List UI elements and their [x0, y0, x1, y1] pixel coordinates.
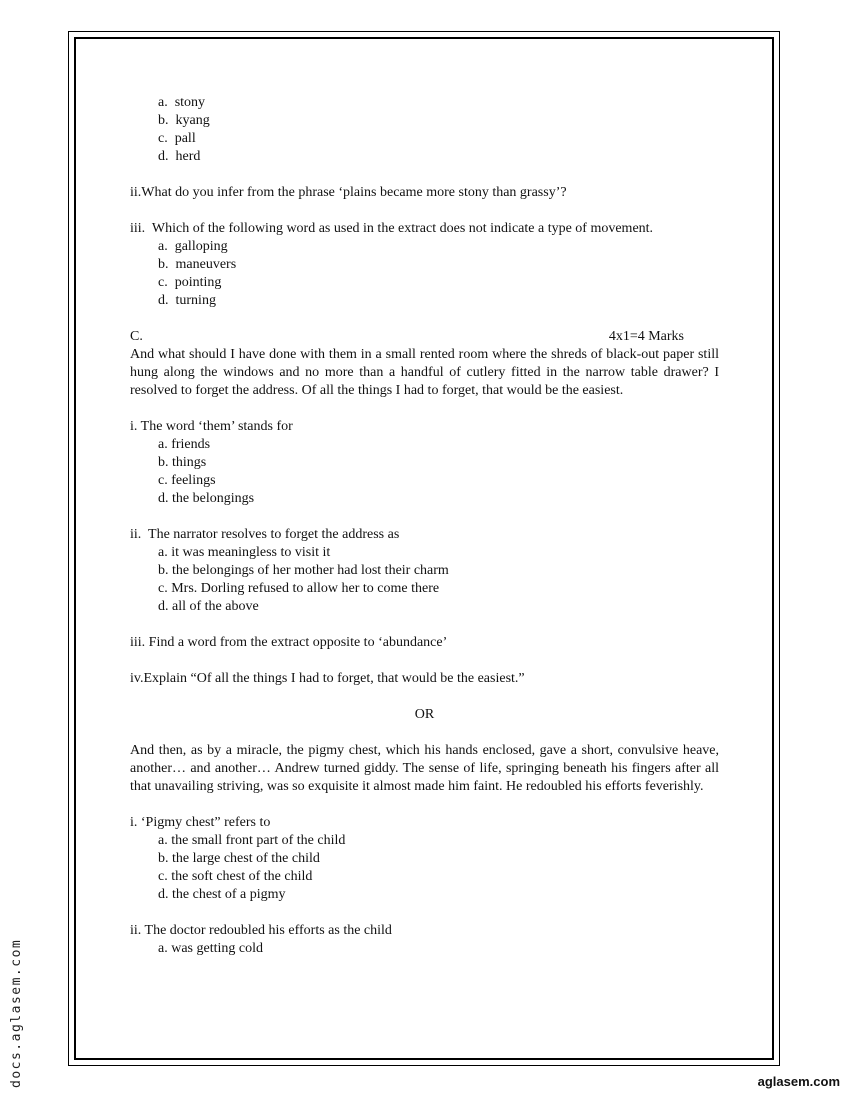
brand-watermark[interactable]: aglasem.com — [757, 1074, 840, 1089]
option: d. turning — [158, 293, 216, 308]
option: a. galloping — [158, 239, 228, 254]
option: c. feelings — [158, 473, 216, 488]
option: c. pointing — [158, 275, 222, 290]
option: b. things — [158, 455, 207, 470]
section-header — [130, 328, 719, 346]
option: a. stony — [158, 95, 206, 110]
option: d. all of the above — [158, 599, 259, 614]
section-marks: 4x1=4 Marks — [608, 329, 684, 344]
side-watermark: docs.aglasem.com — [9, 938, 24, 1088]
question-ii: ii. The narrator resolves to forget the address as — [130, 527, 400, 542]
section-label: C. — [130, 329, 143, 344]
option: a. it was meaningless to visit it — [158, 545, 331, 560]
passage-2: And then, as by a miracle, the pigmy chest, which his hands enclosed, gave a short, convulsive heave, another… and another… Andrew turned giddy. The sense of life, springing beneath his fingers after all that unavailing striving, was so exquisite it almost made him faint. He redoubled his efforts feverishly. — [130, 743, 719, 794]
question-ii: ii. The doctor redoubled his efforts as the child — [130, 923, 392, 938]
question-iii: iii. Find a word from the extract opposite to ‘abundance’ — [130, 635, 448, 650]
question-ii: ii.What do you infer from the phrase ‘plains became more stony than grassy’? — [130, 185, 567, 200]
option: b. maneuvers — [158, 257, 237, 272]
question-iii: iii. Which of the following word as used in the extract does not indicate a type of movement. — [130, 221, 654, 236]
option: c. pall — [158, 131, 196, 146]
question-iv: iv.Explain “Of all the things I had to forget, that would be the easiest.” — [130, 671, 525, 686]
option: b. the large chest of the child — [158, 851, 320, 866]
passage: And what should I have done with them in a small rented room where the shreds of black-out paper still hung along the windows and no more than a handful of cutlery fitted in the narrow table drawer? I resolved to forget the address. Of all the things I had to forget, that would be the easiest. — [130, 347, 719, 398]
option: c. Mrs. Dorling refused to allow her to come there — [158, 581, 440, 596]
option: a. friends — [158, 437, 211, 452]
or-divider: OR — [414, 707, 435, 722]
document-body — [130, 94, 719, 958]
option: d. herd — [158, 149, 201, 164]
option: b. kyang — [158, 113, 210, 128]
option: a. was getting cold — [158, 941, 263, 956]
option: d. the chest of a pigmy — [158, 887, 286, 902]
question-i: i. The word ‘them’ stands for — [130, 419, 293, 434]
option: a. the small front part of the child — [158, 833, 346, 848]
option: d. the belongings — [158, 491, 255, 506]
question-i: i. ‘Pigmy chest” refers to — [130, 815, 271, 830]
option: b. the belongings of her mother had lost their charm — [158, 563, 449, 578]
option: c. the soft chest of the child — [158, 869, 313, 884]
